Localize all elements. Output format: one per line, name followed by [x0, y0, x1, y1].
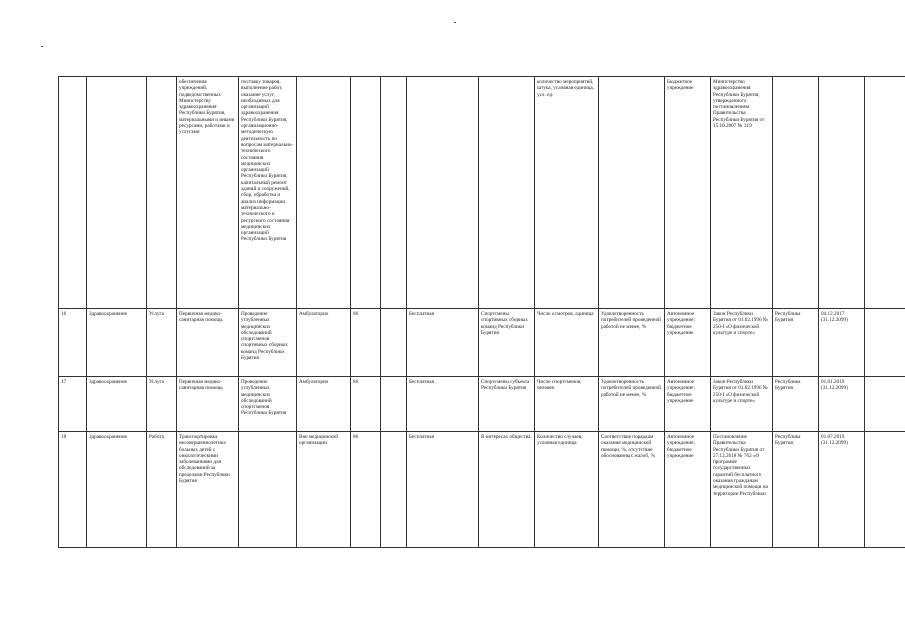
scan-speck: [41, 46, 43, 47]
cell-consumers: Спортсмены спортивных сборных команд Республики Бурятия: [479, 309, 535, 377]
cell-content: [239, 432, 297, 548]
cell-payment: [407, 77, 479, 309]
cell-legal-act: Постановление Правительства Республики Бурятия от 27.12.2018 № 762 «О программе государственных гарантий бесплатного оказания гражданам медицинской помощи на территории Республики: [711, 432, 773, 548]
cell-sphere: Здравоохранение: [87, 377, 147, 432]
cell-volume-indicator: Количество случаев, условная единица: [535, 432, 599, 548]
cell-date: 01.01.2019 (31.12.2099): [819, 377, 865, 432]
cell-form: Вне медицинской организации: [297, 432, 351, 548]
cell-empty: [381, 432, 407, 548]
cell-date: [819, 77, 865, 309]
table-row: [59, 309, 905, 377]
cell-date: 04.12.2017 (31.12.2099): [819, 309, 865, 377]
cell-content: поставку товаров, выполнение работ, оказание услуг, необходимых для организаций здравоохранения Республики Бурятия, организационно-методическую деятельность по вопросам материально-технического состояния медицинских организаций Республики Бурятия, капитальный ремонт зданий и сооружений, сбор, обработка и анализ информации материально-технического и ресурсного состояния медицинских организаций Республики Бурятия: [239, 77, 297, 309]
cell-sphere: Здравоохранение: [87, 432, 147, 548]
cell-region: Республика Бурятия: [773, 432, 819, 548]
row-number: [59, 77, 87, 309]
cell-empty: [381, 309, 407, 377]
cell-form: [297, 77, 351, 309]
cell-payment: Бесплатная: [407, 377, 479, 432]
cell-service-name: Первичная медико-санитарная помощь: [177, 309, 239, 377]
cell-region: Республика Бурятия: [773, 377, 819, 432]
table-row: [59, 377, 905, 432]
cell-code: 86: [351, 377, 381, 432]
registry-table: [58, 76, 905, 548]
cell-form: Амбулаторно: [297, 377, 351, 432]
cell-content: Проведение углубленных медицинских обследований спортсменов спортивных сборных команд Республики Бурятия: [239, 309, 297, 377]
cell-empty: [865, 377, 905, 432]
cell-institution-type: Автономное учреждение; бюджетное учреждение: [665, 432, 711, 548]
cell-kind: Работа: [147, 432, 177, 548]
cell-quality-indicator: Соответствие порядкам оказания медицинской помощи, %, отсутствие обоснованных жалоб, %: [599, 432, 665, 548]
cell-empty: [381, 77, 407, 309]
cell-legal-act: Закон Республики Бурятия от 01.02.1996 № 250-I «О физической культуре и спорте»: [711, 309, 773, 377]
cell-legal-act: Закон Республики Бурятия от 01.02.1996 № 250-I «О физической культуре и спорте»: [711, 377, 773, 432]
cell-code: 86: [351, 309, 381, 377]
cell-payment: Бесплатная: [407, 432, 479, 548]
cell-payment: Бесплатная: [407, 309, 479, 377]
row-number: 18: [59, 432, 87, 548]
cell-consumers: [479, 77, 535, 309]
cell-legal-act: Министерство здравоохранения Республики Бурятия, утвержденного постановлением Правительства Республики Бурятия от 15.10.2007 № 319: [711, 77, 773, 309]
cell-empty: [865, 432, 905, 548]
cell-institution-type: Бюджетное учреждение: [665, 77, 711, 309]
cell-form: Амбулаторно: [297, 309, 351, 377]
cell-sphere: [87, 77, 147, 309]
cell-empty: [381, 377, 407, 432]
table-row: [59, 77, 905, 309]
cell-quality-indicator: Удовлетворенность потребителей проведенной работой не менее, %: [599, 377, 665, 432]
cell-consumers: В интересах общества: [479, 432, 535, 548]
cell-code: 86: [351, 432, 381, 548]
cell-content: Проведение углубленных медицинских обследований спортсменов Республики Бурятия: [239, 377, 297, 432]
cell-kind: Услуга: [147, 377, 177, 432]
cell-service-name: Первичная медико-санитарная помощь: [177, 377, 239, 432]
cell-quality-indicator: Удовлетворенность потребителей проведенной работой не менее, %: [599, 309, 665, 377]
cell-institution-type: Автономное учреждение; бюджетное учреждение: [665, 309, 711, 377]
cell-quality-indicator: [599, 77, 665, 309]
scan-speck: [454, 22, 456, 23]
cell-institution-type: Автономное учреждение; бюджетное учреждение: [665, 377, 711, 432]
cell-volume-indicator: Число спортсменов, человек: [535, 377, 599, 432]
cell-sphere: Здравоохранение: [87, 309, 147, 377]
cell-empty: [865, 77, 905, 309]
cell-code: [351, 77, 381, 309]
cell-service-name: обеспечения учреждений, подведомственных Министерству здравоохранения Республики Бурятия, материальными и иными ресурсами, работами и услугами: [177, 77, 239, 309]
cell-region: Республика Бурятия: [773, 309, 819, 377]
cell-volume-indicator: Число осмотров, единица: [535, 309, 599, 377]
cell-region: [773, 77, 819, 309]
cell-volume-indicator: количество мероприятий, штука, условная единица, усл. ед.: [535, 77, 599, 309]
cell-service-name: Транспортировка несовершеннолетних больных детей с онкологическими заболеваниями для обследований за пределами Республики Бурятия: [177, 432, 239, 548]
cell-kind: [147, 77, 177, 309]
row-number: 17: [59, 377, 87, 432]
cell-date: 01.07.2019 (31.12.2099): [819, 432, 865, 548]
row-number: 16: [59, 309, 87, 377]
cell-consumers: Спортсмены субъекта Республики Бурятия: [479, 377, 535, 432]
cell-empty: [865, 309, 905, 377]
cell-kind: Услуга: [147, 309, 177, 377]
table-row: [59, 432, 905, 548]
